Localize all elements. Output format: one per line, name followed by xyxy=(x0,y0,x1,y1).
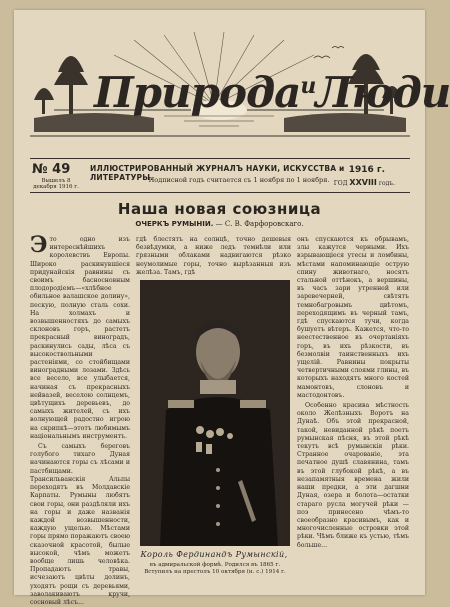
paragraph-text: то одно изъ интереснѣйшихъ королевствъ Европы. Широко раскинувшіеся придунайскія равнины съ своимъ басносновным плодородіемъ—«хлѣбное обильное валашское долину», пескую, полную сталь сохи. На холмахъ и возвышенностяхъ до самыхъ склоновъ горъ, растетъ прекрасный виноградъ, раскинулись сады, лѣса съ высокоствольными растеніями, со стойбищами виноградными лозами. Здѣсь все весело, все улыбается, начиная съ прекрасныхъ нейвазей, веселою солнцемъ, цвѣтущихъ деревьевъ, до самыхъ жителей, съ ихъ волнующей радостно игрою на скрипкѣ—этотъ любимымъ національнымъ инструментъ. xyxy=(30,236,130,440)
masthead xyxy=(14,10,450,150)
issue-number: № 49 xyxy=(32,162,71,177)
article-column-middle xyxy=(136,236,291,276)
journal-subtitle: ИЛЛЮСТРИРОВАННЫЙ ЖУРНАЛЪ НАУКИ, ИСКУССТВА и ЛИТЕРАТУРЫ. xyxy=(90,164,345,182)
issue-year: 1916 г. xyxy=(348,165,385,175)
logo-word-people: Люди xyxy=(315,68,450,117)
byline-prefix: ОЧЕРКЪ РУМЫНІИ. xyxy=(135,220,214,228)
paragraph: Особенно красива мѣстность около Желѣзныхъ Воротъ на Дунаѣ. Объ этой прекрасной, такой, невиданной рѣкѣ поетъ румынская пѣсня, въ этой рѣкѣ текутъ всѣ румынскія рѣки. Странное очарованіе, эта печатное душѣ славянина, тамъ въ этой глубокой рѣкѣ, а въ незапамятныя времена жили наши предки, а эти дагшни Дуная, озера и болота—остатки стараго русла могучей рѣки —поэ принесено чѣмъ-то своеобразно красивымъ, как и многочисленные островки этой рѣки. Чѣмъ ближе къ устью, тѣмъ больше... xyxy=(297,402,409,549)
header-bottom-rule xyxy=(30,192,410,193)
drop-cap: Э xyxy=(30,232,48,258)
header-top-rule xyxy=(30,158,410,159)
article-title: Наша новая союзница xyxy=(117,200,322,218)
journal-page xyxy=(14,10,450,606)
issue-date: Вышелъ 8 декабря 1916 г. xyxy=(33,178,79,190)
logo-word-nature: Природа xyxy=(94,68,301,117)
paragraph: гдѣ блестятъ на солнцѣ, точно дешевыя безвѣдумки, а ниже ледъ темнѣли или грязными облаками надвигаются рѣзко неумолимые горы, точно вырѣзанныя изъ желѣза. Тамъ, гдѣ xyxy=(136,236,291,276)
volume-suffix: годъ. xyxy=(378,180,395,187)
article-column-left xyxy=(30,232,130,606)
paragraph: онъ спускаются къ обрывамъ, злы кажутся черными. Ихъ взрывающіеся утесы и ломбины, мѣстами напоминающіе острую спину животнаго, носятъ стальной оттѣнокъ, а вершины, въ часъ зари утренней или заревечерней, свѣтятъ темнобагровымъ цвѣтомъ, переходящимъ въ черный тамъ, гдѣ спускаются тучи, когда бушуетъ вѣтеръ. Кажется, что-то неестественное въ очертаніяхъ горъ, въ ихъ рѣзкости, въ безмолвіи таинственныхъ ихъ ущелій. Равнины покрыты четвертичными слоями глины, въ которыхъ находятъ много костей мамонтовъ, слоновъ и мастодонтовъ. xyxy=(297,236,409,399)
logo-conjunction: и xyxy=(300,73,316,99)
paragraph xyxy=(30,232,130,441)
article-byline xyxy=(14,220,425,228)
volume-label xyxy=(334,178,395,187)
volume-prefix: ГОД xyxy=(333,180,348,187)
paragraph: Съ самыхъ береговъ голубого тихаго Дуная начинаются горы съ лѣсами и пастбищами. Трансильванскія Альпы переходятъ въ Молдавскіе Карпаты. Румыны любятъ свои горы, они раздѣляли ихъ на горы и даже названія каждой возвышенности, каждую ущелью. Мѣстами горы прямо поражаютъ своею сказочной красотой, былые высокой, чѣмъ можетъ вообще лишь человѣка. Пропадаютъ травы, исчезаютъ цвѣты долинъ, уходятъ рощи съ деревьями, заволакиваютъ кручи, сосновый лѣсъ... xyxy=(30,443,130,606)
portrait-photo xyxy=(140,280,290,546)
portrait-illustration xyxy=(140,280,290,546)
volume-number: XXVIII xyxy=(349,178,377,187)
masthead-logo xyxy=(94,68,450,117)
byline-author: — С. В. Фарфоровскаго. xyxy=(215,220,304,228)
photo-caption-text: въ адмиральской формѣ. Родился въ 1865 г. Вступилъ на престолъ 10 октября (н. с.) 1914 г. xyxy=(144,562,286,575)
subscription-note: Подписной годъ считается съ 1 ноября по 1 ноября. xyxy=(148,176,330,184)
photo-caption-title: Король Фердинандъ Румынскій, xyxy=(140,550,288,559)
article-column-right xyxy=(297,236,409,591)
